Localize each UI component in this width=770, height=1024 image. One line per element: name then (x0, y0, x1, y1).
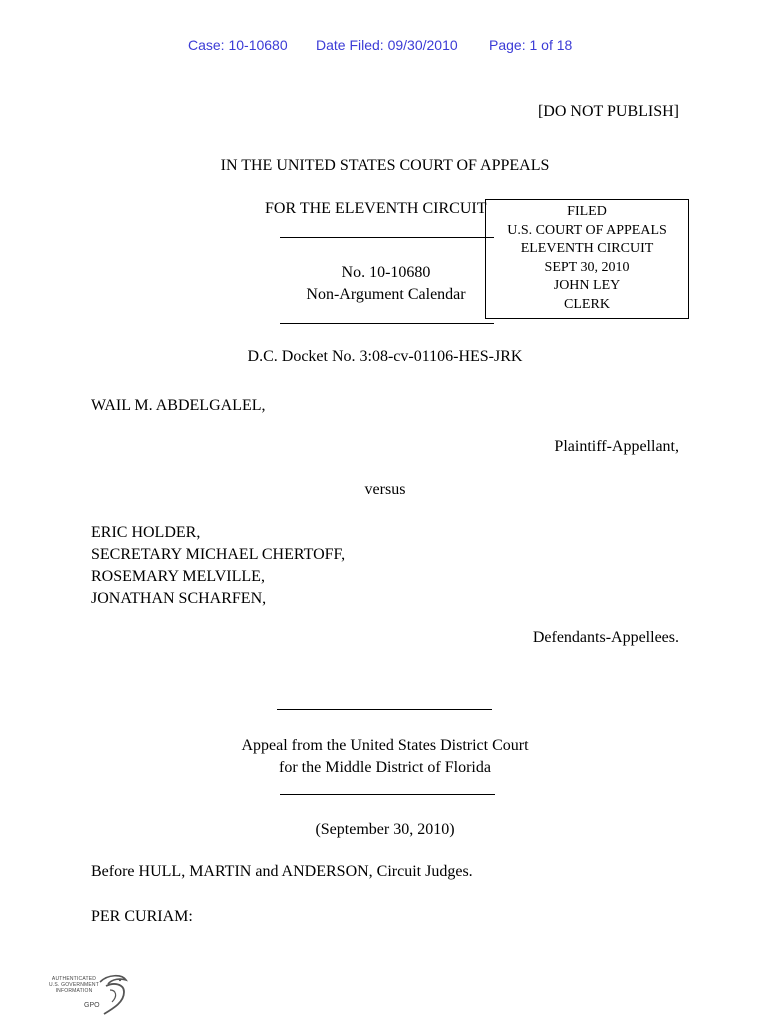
stamp-line: SEPT 30, 2010 (544, 259, 630, 275)
appeal-line: Appeal from the United States District Court (241, 737, 529, 754)
stamp-line: CLERK (564, 296, 610, 312)
divider-rule (277, 709, 492, 710)
filed-stamp (485, 199, 689, 319)
case-number-block (280, 262, 492, 306)
plaintiff-name: WAIL M. ABDELGALEL, (91, 397, 266, 414)
stamp-line: FILED (567, 204, 607, 219)
gpo-seal-line: U.S. GOVERNMENT (49, 982, 99, 988)
eagle-icon (96, 972, 130, 1018)
ecf-date-filed: Date Filed: 09/30/2010 (316, 37, 458, 53)
defendant-name: JONATHAN SCHARFEN, (91, 590, 267, 607)
stamp-line: JOHN LEY (553, 278, 621, 294)
ecf-page-count: Page: 1 of 18 (489, 37, 573, 53)
gpo-mark: GPO (84, 1002, 100, 1009)
appeal-origin (0, 735, 770, 779)
defendant-name: ROSEMARY MELVILLE, (91, 568, 265, 585)
ecf-case-number: Case: 10-10680 (188, 37, 288, 53)
defendants-list (91, 522, 345, 610)
stamp-line: U.S. COURT OF APPEALS (507, 222, 667, 238)
gpo-seal-line: AUTHENTICATED (51, 976, 97, 982)
divider-rule (280, 323, 494, 324)
case-number: No. 10-10680 (341, 264, 431, 281)
per-curiam-heading: PER CURIAM: (91, 908, 193, 925)
defendants-role: Defendants-Appellees. (532, 629, 679, 646)
divider-rule (280, 237, 494, 238)
gpo-authentication-seal (44, 972, 134, 1018)
docket-number: D.C. Docket No. 3:08-cv-01106-HES-JRK (247, 348, 523, 365)
appeal-line: for the Middle District of Florida (279, 759, 491, 776)
circuit-name: FOR THE ELEVENTH CIRCUIT (265, 200, 487, 217)
stamp-line: ELEVENTH CIRCUIT (520, 241, 654, 257)
gpo-seal-line: INFORMATION (55, 988, 93, 994)
court-name: IN THE UNITED STATES COURT OF APPEALS (220, 157, 550, 174)
defendant-name: ERIC HOLDER, (91, 524, 201, 541)
calendar-type: Non-Argument Calendar (306, 286, 466, 303)
divider-rule (280, 794, 495, 795)
publish-note: [DO NOT PUBLISH] (537, 103, 679, 120)
gpo-seal-text (44, 976, 104, 994)
versus-label: versus (364, 481, 406, 498)
decision-date: (September 30, 2010) (315, 821, 455, 838)
plaintiff-role: Plaintiff-Appellant, (554, 438, 679, 455)
panel-judges: Before HULL, MARTIN and ANDERSON, Circuit Judges. (91, 863, 473, 880)
defendant-name: SECRETARY MICHAEL CHERTOFF, (91, 546, 346, 563)
